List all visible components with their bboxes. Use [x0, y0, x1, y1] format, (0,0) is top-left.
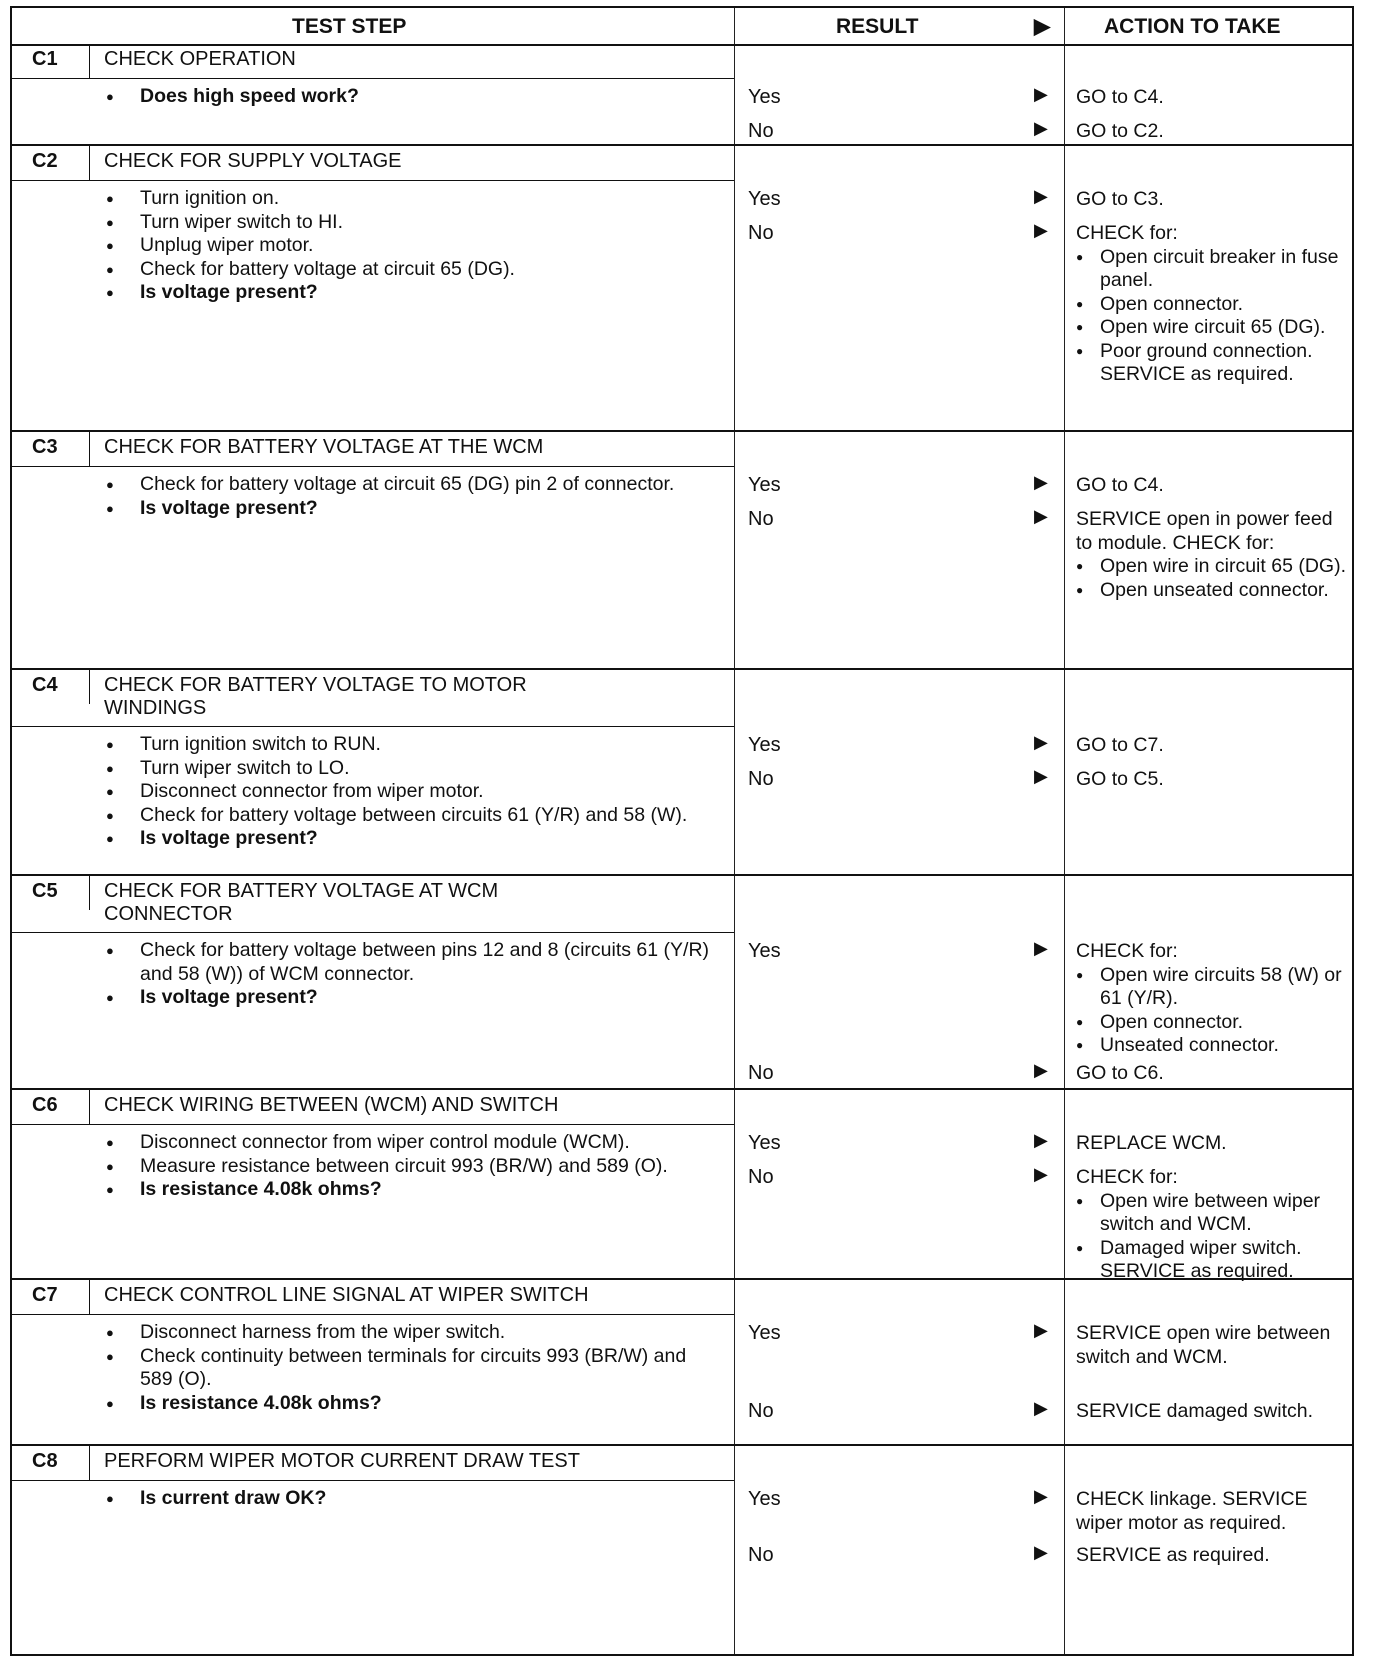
arrow-icon: ▶: [1034, 1060, 1048, 1080]
step-item: ● Measure resistance between circuit 993 (BR/W) and 589 (O).: [104, 1155, 724, 1179]
section-c7: [12, 1278, 1352, 1446]
section-c3: [12, 430, 1352, 670]
step-number: C3: [18, 432, 90, 466]
check-item: ● Open wire in circuit 65 (DG).: [1076, 555, 1352, 579]
step-item: ● Is resistance 4.08k ohms?: [104, 1178, 724, 1202]
step-item: ● Disconnect connector from wiper control module (WCM).: [104, 1131, 724, 1155]
arrow-icon: ▶: [1034, 118, 1048, 138]
check-item: ● Unseated connector.: [1076, 1034, 1352, 1058]
title-rule: [12, 1314, 734, 1315]
title-rule: [12, 466, 734, 467]
step-item: ● Check for battery voltage at circuit 65 (DG) pin 2 of connector.: [104, 473, 724, 497]
table-header: [12, 8, 1352, 46]
check-item: ● Open wire between wiper switch and WCM.: [1076, 1190, 1352, 1237]
result-yes: Yes: [748, 1488, 781, 1510]
step-list: [104, 187, 724, 305]
arrow-icon: ▶: [1034, 1130, 1048, 1150]
step-item: ● Is resistance 4.08k ohms?: [104, 1392, 724, 1416]
arrow-icon: ▶: [1034, 938, 1048, 958]
action-yes: GO to C7.: [1076, 734, 1164, 756]
step-number: C5: [18, 876, 90, 910]
result-no: No: [748, 222, 774, 244]
section-c4: [12, 668, 1352, 876]
action-yes: GO to C4.: [1076, 474, 1164, 496]
step-title: CHECK CONTROL LINE SIGNAL AT WIPER SWITCH: [104, 1284, 589, 1306]
step-item: ● Turn ignition switch to RUN.: [104, 733, 724, 757]
diagnostic-table: [10, 6, 1354, 1656]
header-action: ACTION TO TAKE: [1104, 15, 1281, 38]
result-yes: Yes: [748, 940, 781, 962]
step-item: ● Turn ignition on.: [104, 187, 724, 211]
step-item: ● Check for battery voltage between pins 12 and 8 (circuits 61 (Y/R) and 58 (W)) of WCM connector.: [104, 939, 724, 986]
section-c6: [12, 1088, 1352, 1280]
step-title: CHECK OPERATION: [104, 48, 296, 70]
check-item: ● Open connector.: [1076, 1011, 1352, 1035]
result-yes: Yes: [748, 474, 781, 496]
action-yes-text: CHECK for:: [1076, 940, 1178, 962]
arrow-icon: ▶: [1034, 472, 1048, 492]
action-no-text: CHECK for:: [1076, 222, 1178, 244]
step-number: C6: [18, 1090, 90, 1124]
arrow-icon: ▶: [1034, 1542, 1048, 1562]
step-item: ● Turn wiper switch to HI.: [104, 211, 724, 235]
action-no: [1076, 222, 1352, 387]
result-yes: Yes: [748, 86, 781, 108]
title-rule: [12, 1480, 734, 1481]
action-yes: SERVICE open wire between switch and WCM.: [1076, 1322, 1331, 1368]
result-no: No: [748, 1400, 774, 1422]
arrow-icon: ▶: [1034, 1486, 1048, 1506]
header-result: RESULT: [836, 15, 919, 38]
action-no: [1076, 508, 1352, 602]
arrow-icon: ▶: [1034, 506, 1048, 526]
section-c2: [12, 144, 1352, 432]
arrow-icon: ▶: [1034, 220, 1048, 240]
action-yes: REPLACE WCM.: [1076, 1132, 1227, 1154]
action-no: GO to C2.: [1076, 120, 1164, 142]
step-item: ● Is current draw OK?: [104, 1487, 724, 1511]
result-no: No: [748, 1544, 774, 1566]
result-no: No: [748, 1166, 774, 1188]
step-list: [104, 85, 724, 109]
step-item: ● Is voltage present?: [104, 497, 724, 521]
check-item: ● Damaged wiper switch. SERVICE as required.: [1076, 1237, 1352, 1284]
check-item: ● Open unseated connector.: [1076, 579, 1352, 603]
step-number: C8: [18, 1446, 90, 1480]
step-item: ● Is voltage present?: [104, 827, 724, 851]
arrow-icon: ▶: [1034, 186, 1048, 206]
step-number: C7: [18, 1280, 90, 1314]
step-number: C1: [18, 44, 90, 78]
step-item: ● Disconnect connector from wiper motor.: [104, 780, 724, 804]
action-check-list: [1076, 555, 1352, 602]
step-list: [104, 939, 724, 1010]
arrow-icon: ▶: [1034, 732, 1048, 752]
step-list: [104, 733, 724, 851]
step-title: CHECK FOR SUPPLY VOLTAGE: [104, 150, 402, 172]
step-item: ● Is voltage present?: [104, 281, 724, 305]
step-item: ● Check for battery voltage between circuits 61 (Y/R) and 58 (W).: [104, 804, 724, 828]
header-arrow-icon: ▶: [1034, 15, 1051, 38]
step-title: PERFORM WIPER MOTOR CURRENT DRAW TEST: [104, 1450, 580, 1472]
action-yes: GO to C4.: [1076, 86, 1164, 108]
result-yes: Yes: [748, 1132, 781, 1154]
step-item: ● Disconnect harness from the wiper switch.: [104, 1321, 724, 1345]
step-title: CHECK FOR BATTERY VOLTAGE TO MOTOR WINDINGS: [104, 674, 527, 719]
action-no: GO to C5.: [1076, 768, 1164, 790]
title-rule: [12, 726, 734, 727]
action-check-list: [1076, 246, 1352, 387]
result-yes: Yes: [748, 1322, 781, 1344]
step-item: ● Unplug wiper motor.: [104, 234, 724, 258]
section-c8: [12, 1444, 1352, 1656]
arrow-icon: ▶: [1034, 1164, 1048, 1184]
check-item: ● Open wire circuit 65 (DG).: [1076, 316, 1352, 340]
action-yes: GO to C3.: [1076, 188, 1164, 210]
result-no: No: [748, 120, 774, 142]
step-item: ● Is voltage present?: [104, 986, 724, 1010]
check-item: ● Open circuit breaker in fuse panel.: [1076, 246, 1352, 293]
action-no-text: SERVICE open in power feed to module. CHECK for:: [1076, 508, 1333, 554]
arrow-icon: ▶: [1034, 1398, 1048, 1418]
action-check-list: [1076, 964, 1352, 1058]
title-rule: [12, 1124, 734, 1125]
result-no: No: [748, 508, 774, 530]
step-item: ● Check for battery voltage at circuit 65 (DG).: [104, 258, 724, 282]
step-list: [104, 473, 724, 520]
result-no: No: [748, 768, 774, 790]
step-item: ● Turn wiper switch to LO.: [104, 757, 724, 781]
action-check-list: [1076, 1190, 1352, 1284]
title-rule: [12, 78, 734, 79]
step-title: CHECK WIRING BETWEEN (WCM) AND SWITCH: [104, 1094, 559, 1116]
action-no: GO to C6.: [1076, 1062, 1164, 1084]
action-no: SERVICE as required.: [1076, 1544, 1270, 1566]
step-item: ● Does high speed work?: [104, 85, 724, 109]
step-number: C4: [18, 670, 90, 704]
header-test-step: TEST STEP: [292, 15, 407, 38]
step-item: ● Check continuity between terminals for circuits 993 (BR/W) and 589 (O).: [104, 1345, 724, 1392]
result-yes: Yes: [748, 734, 781, 756]
action-yes: CHECK linkage. SERVICE wiper motor as required.: [1076, 1488, 1308, 1534]
check-item: ● Open wire circuits 58 (W) or 61 (Y/R).: [1076, 964, 1352, 1011]
result-yes: Yes: [748, 188, 781, 210]
arrow-icon: ▶: [1034, 1320, 1048, 1340]
result-no: No: [748, 1062, 774, 1084]
arrow-icon: ▶: [1034, 766, 1048, 786]
section-c1: [12, 44, 1352, 144]
step-title: CHECK FOR BATTERY VOLTAGE AT THE WCM: [104, 436, 544, 458]
arrow-icon: ▶: [1034, 84, 1048, 104]
action-no-text: CHECK for:: [1076, 1166, 1178, 1188]
step-title: CHECK FOR BATTERY VOLTAGE AT WCM CONNECTOR: [104, 880, 499, 925]
check-item: ● Open connector.: [1076, 293, 1352, 317]
action-no: SERVICE damaged switch.: [1076, 1400, 1313, 1422]
section-c5: [12, 874, 1352, 1090]
title-rule: [12, 180, 734, 181]
step-number: C2: [18, 146, 90, 180]
check-item: ● Poor ground connection. SERVICE as required.: [1076, 340, 1352, 387]
title-rule: [12, 932, 734, 933]
step-list: [104, 1131, 724, 1202]
step-list: [104, 1487, 724, 1511]
action-no: [1076, 1166, 1352, 1284]
step-list: [104, 1321, 724, 1415]
action-yes: [1076, 940, 1352, 1058]
